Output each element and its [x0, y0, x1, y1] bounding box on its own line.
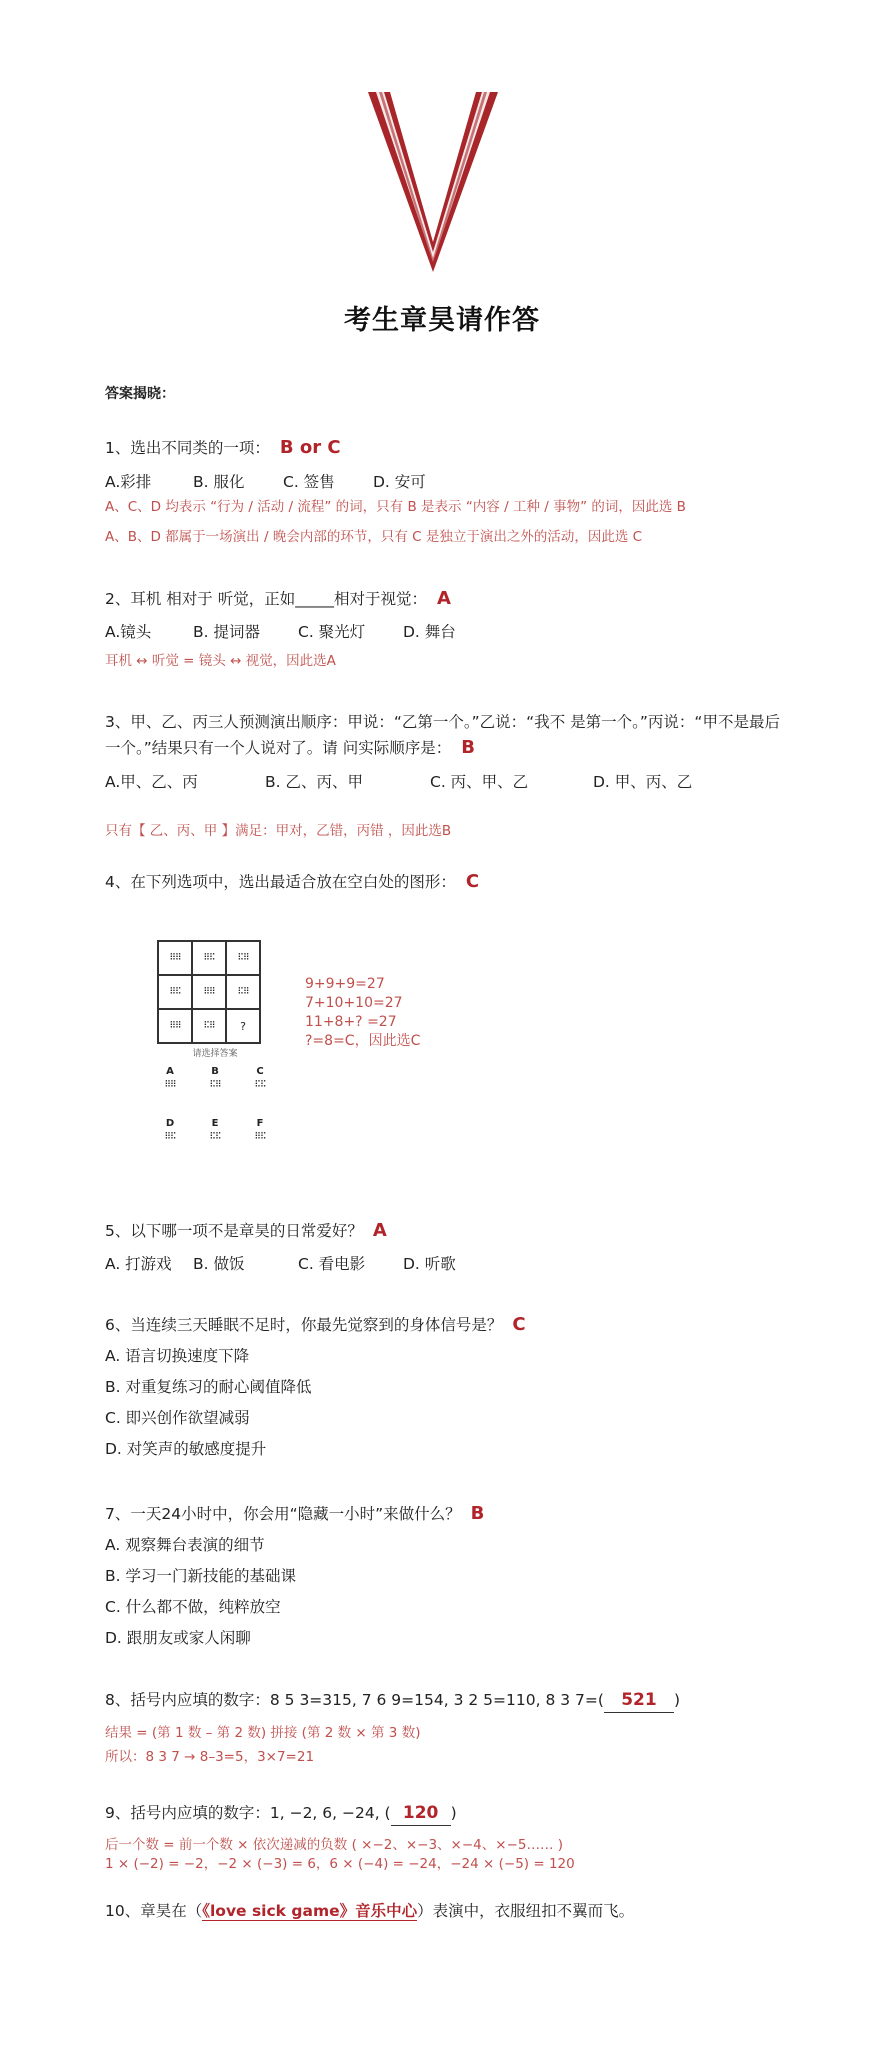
puzzle-figure — [140, 940, 290, 1180]
option: D. 对笑声的敏感度提升 — [105, 1440, 267, 1458]
option: C. 聚光灯 — [298, 623, 366, 641]
option: B. 做饭 — [193, 1255, 245, 1273]
grid-cell: ⠯⠿ — [225, 940, 261, 976]
question-1 — [105, 436, 341, 460]
option: D. 跟朋友或家人闲聊 — [105, 1629, 251, 1647]
grid-cell: ⠿⠿ — [157, 1008, 193, 1044]
choice-c: C ⠯⠯ — [254, 1066, 266, 1090]
question-5-options — [105, 1252, 456, 1274]
choice-e: E ⠯⠯ — [209, 1118, 221, 1142]
question-8-explain-1: 结果 = (第 1 数 – 第 2 数) 拼接 (第 2 数 × 第 3 数) — [105, 1725, 421, 1741]
question-4-notes: 9+9+9=27 7+10+10=27 11+8+? =27 ?=8=C，因此选C — [305, 976, 421, 1049]
question-4-answer: C — [465, 871, 480, 892]
question-2-text: 2、耳机 相对于 听觉，正如_____相对于视觉： — [105, 590, 427, 608]
option: C. 签售 — [283, 473, 335, 491]
question-2-explain: 耳机 ↔ 听觉 = 镜头 ↔ 视觉，因此选A — [105, 653, 336, 669]
option: B. 对重复练习的耐心阈值降低 — [105, 1378, 312, 1396]
option: A. 观察舞台表演的细节 — [105, 1536, 265, 1554]
question-3-text: 3、甲、乙、丙三人预测演出顺序：甲说：“乙第一个。”乙说：“我不 是第一个。”丙说：“甲不是最后一个。”结果只有一个人说对了。请 问实际顺序是： — [105, 713, 780, 757]
question-8-explain-2: 所以：8 3 7 → 8–3=5，3×7=21 — [105, 1749, 315, 1765]
question-3-answer: B — [461, 737, 475, 758]
question-8-text: 8、括号内应填的数字：8 5 3=315, 7 6 9=154, 3 2 5=110, 8 3 7=( — [105, 1691, 604, 1709]
question-9-explain-1: 后一个数 = 前一个数 × 依次递减的负数 ( ×−2、×−3、×−4、×−5…… ) — [105, 1837, 564, 1853]
grid-cell: ⠿⠯ — [157, 974, 193, 1010]
question-6 — [105, 1313, 526, 1337]
page-title: 考生章昊请作答 — [344, 305, 540, 336]
option: C. 丙、甲、乙 — [430, 773, 529, 791]
option: A.甲、乙、丙 — [105, 773, 198, 791]
grid-caption: 请选择答案 — [192, 1049, 238, 1059]
option: A. 语言切换速度下降 — [105, 1347, 250, 1365]
question-2 — [105, 587, 451, 611]
choice-a: A ⠿⠿ — [164, 1066, 176, 1090]
option: C. 看电影 — [298, 1255, 366, 1273]
question-4 — [105, 870, 479, 894]
question-9-text: 9、括号内应填的数字：1, −2, 6, −24, ( — [105, 1804, 391, 1822]
grid-cell: ? — [225, 1008, 261, 1044]
v-logo — [368, 92, 498, 272]
grid-cell: ⠿⠿ — [191, 974, 227, 1010]
option: B. 学习一门新技能的基础课 — [105, 1567, 296, 1585]
option: C. 即兴创作欲望减弱 — [105, 1409, 250, 1427]
question-3-explain: 只有【 乙、丙、甲 】满足：甲对，乙错，丙错 ，因此选B — [105, 823, 452, 839]
question-6-text: 6、当连续三天睡眠不足时，你最先觉察到的身体信号是？ — [105, 1316, 503, 1334]
question-8-answer: 521 — [604, 1688, 674, 1713]
question-9-answer: 120 — [391, 1801, 451, 1826]
question-1-explain-1: A、C、D 均表示 “行为 / 活动 / 流程” 的词，只有 B 是表示 “内容 / 工种 / 事物” 的词，因此选 B — [105, 499, 686, 515]
question-4-text: 4、在下列选项中，选出最适合放在空白处的图形： — [105, 873, 456, 891]
question-1-options — [105, 470, 426, 492]
question-7 — [105, 1502, 484, 1526]
question-1-explain-2: A、B、D 都属于一场演出 / 晚会内部的环节，只有 C 是独立于演出之外的活动，因此选 C — [105, 529, 643, 545]
choice-f: F ⠿⠯ — [254, 1118, 266, 1142]
grid-cell: ⠯⠿ — [225, 974, 261, 1010]
question-1-text: 1、选出不同类的一项： — [105, 439, 270, 457]
option: A.彩排 — [105, 473, 152, 491]
question-8: 8、括号内应填的数字：8 5 3=315, 7 6 9=154, 3 2 5=110, 8 3 7=( 521 ) — [105, 1688, 680, 1713]
question-7-options — [105, 1530, 296, 1654]
grid-cell: ⠿⠯ — [191, 940, 227, 976]
option: B. 服化 — [193, 473, 245, 491]
question-5 — [105, 1219, 387, 1243]
option: D. 甲、丙、乙 — [593, 773, 693, 791]
question-5-answer: A — [372, 1220, 387, 1241]
answers-heading: 答案揭晓： — [105, 386, 175, 402]
option: B. 乙、丙、甲 — [265, 773, 363, 791]
question-3-options — [105, 770, 692, 792]
question-7-text: 7、一天24小时中，你会用“隐藏一小时”来做什么？ — [105, 1505, 461, 1523]
option: D. 听歌 — [403, 1255, 456, 1273]
question-9-explain-2: 1 × (−2) = −2，−2 × (−3) = 6，6 × (−4) = −24，−24 × (−5) = 120 — [105, 1856, 575, 1872]
option: A. 打游戏 — [105, 1255, 172, 1273]
question-10: 10、章昊在（《love sick game》音乐中心）表演中，衣服纽扣不翼而飞。 — [105, 1902, 635, 1920]
question-6-answer: C — [512, 1314, 526, 1335]
question-3 — [105, 710, 785, 761]
choice-b: B ⠯⠿ — [209, 1066, 221, 1090]
option: B. 提词器 — [193, 623, 260, 641]
choice-d: D ⠿⠯ — [164, 1118, 176, 1142]
option: D. 舞台 — [403, 623, 456, 641]
question-2-options — [105, 620, 456, 642]
question-5-text: 5、以下哪一项不是章昊的日常爱好？ — [105, 1222, 363, 1240]
option: A.镜头 — [105, 623, 152, 641]
question-2-answer: A — [436, 588, 451, 609]
question-6-options — [105, 1341, 312, 1465]
question-10-answer: 《love sick game》音乐中心 — [202, 1902, 418, 1920]
grid-cell: ⠿⠿ — [157, 940, 193, 976]
question-1-answer: B or C — [279, 437, 341, 458]
option: C. 什么都不做，纯粹放空 — [105, 1598, 281, 1616]
question-7-answer: B — [470, 1503, 485, 1524]
grid-cell: ⠯⠿ — [191, 1008, 227, 1044]
question-9: 9、括号内应填的数字：1, −2, 6, −24, ( 120 ) — [105, 1801, 457, 1826]
option: D. 安可 — [373, 473, 426, 491]
